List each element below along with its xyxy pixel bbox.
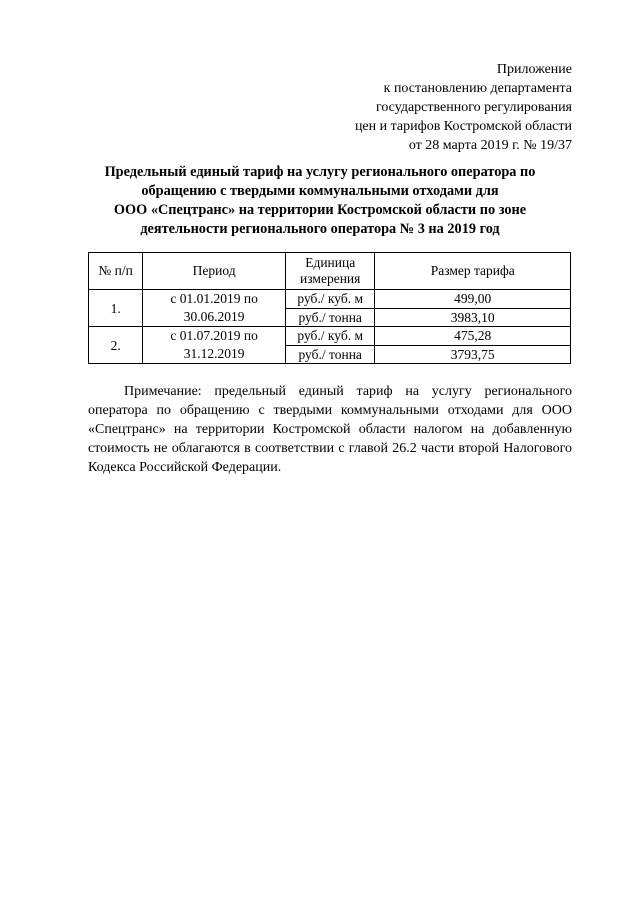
row-value: 3793,75 xyxy=(375,345,571,364)
row-number: 1. xyxy=(89,290,143,327)
document-title xyxy=(60,163,580,239)
title-line: обращению с твердыми коммунальными отходами для xyxy=(141,183,499,199)
row-number: 2. xyxy=(89,327,143,364)
title-line: деятельности регионального оператора № 3 на 2019 год xyxy=(140,221,500,237)
period-start: с 01.01.2019 по xyxy=(170,291,258,306)
row-unit: руб./ тонна xyxy=(285,345,375,364)
table-header-row xyxy=(89,253,571,290)
appendix-line: к постановлению департамента xyxy=(383,81,572,96)
row-period xyxy=(143,327,286,364)
appendix-header xyxy=(355,60,572,155)
row-value: 3983,10 xyxy=(375,308,571,327)
appendix-line: цен и тарифов Костромской области xyxy=(354,119,572,134)
title-line: ООО «Спецтранс» на территории Костромской области по зоне xyxy=(113,202,527,218)
row-period xyxy=(143,290,286,327)
header-unit xyxy=(285,253,375,290)
header-unit-line2: измерения xyxy=(300,271,361,286)
row-unit: руб./ куб. м xyxy=(285,327,375,346)
row-value: 475,28 xyxy=(375,327,571,346)
header-number: № п/п xyxy=(89,253,143,290)
row-value: 499,00 xyxy=(375,290,571,309)
period-end: 31.12.2019 xyxy=(183,346,245,361)
header-period: Период xyxy=(143,253,286,290)
period-end: 30.06.2019 xyxy=(183,309,245,324)
tariff-table xyxy=(88,252,571,364)
row-unit: руб./ куб. м xyxy=(285,290,375,309)
period-start: с 01.07.2019 по xyxy=(170,328,258,343)
appendix-line: Приложение xyxy=(496,62,572,77)
appendix-date-line: от 28 марта 2019 г. № 19/37 xyxy=(408,138,572,153)
header-size: Размер тарифа xyxy=(375,253,571,290)
note-section xyxy=(88,382,572,477)
table-row xyxy=(89,327,571,346)
row-unit: руб./ тонна xyxy=(285,308,375,327)
note-paragraph: Примечание: предельный единый тариф на услугу регионального оператора по обращению с твердыми коммунальными отходами для ООО «Спецтранс» на территории Костромской области налогом на добавленную стоимость не облагаются в соответствии с главой 26.2 части второй Налогового Кодекса Российской Федерации. xyxy=(88,384,572,475)
table-row xyxy=(89,290,571,309)
header-unit-line1: Единица xyxy=(305,255,356,270)
appendix-line: государственного регулирования xyxy=(375,100,572,115)
title-line: Предельный единый тариф на услугу регионального оператора по xyxy=(104,164,536,180)
